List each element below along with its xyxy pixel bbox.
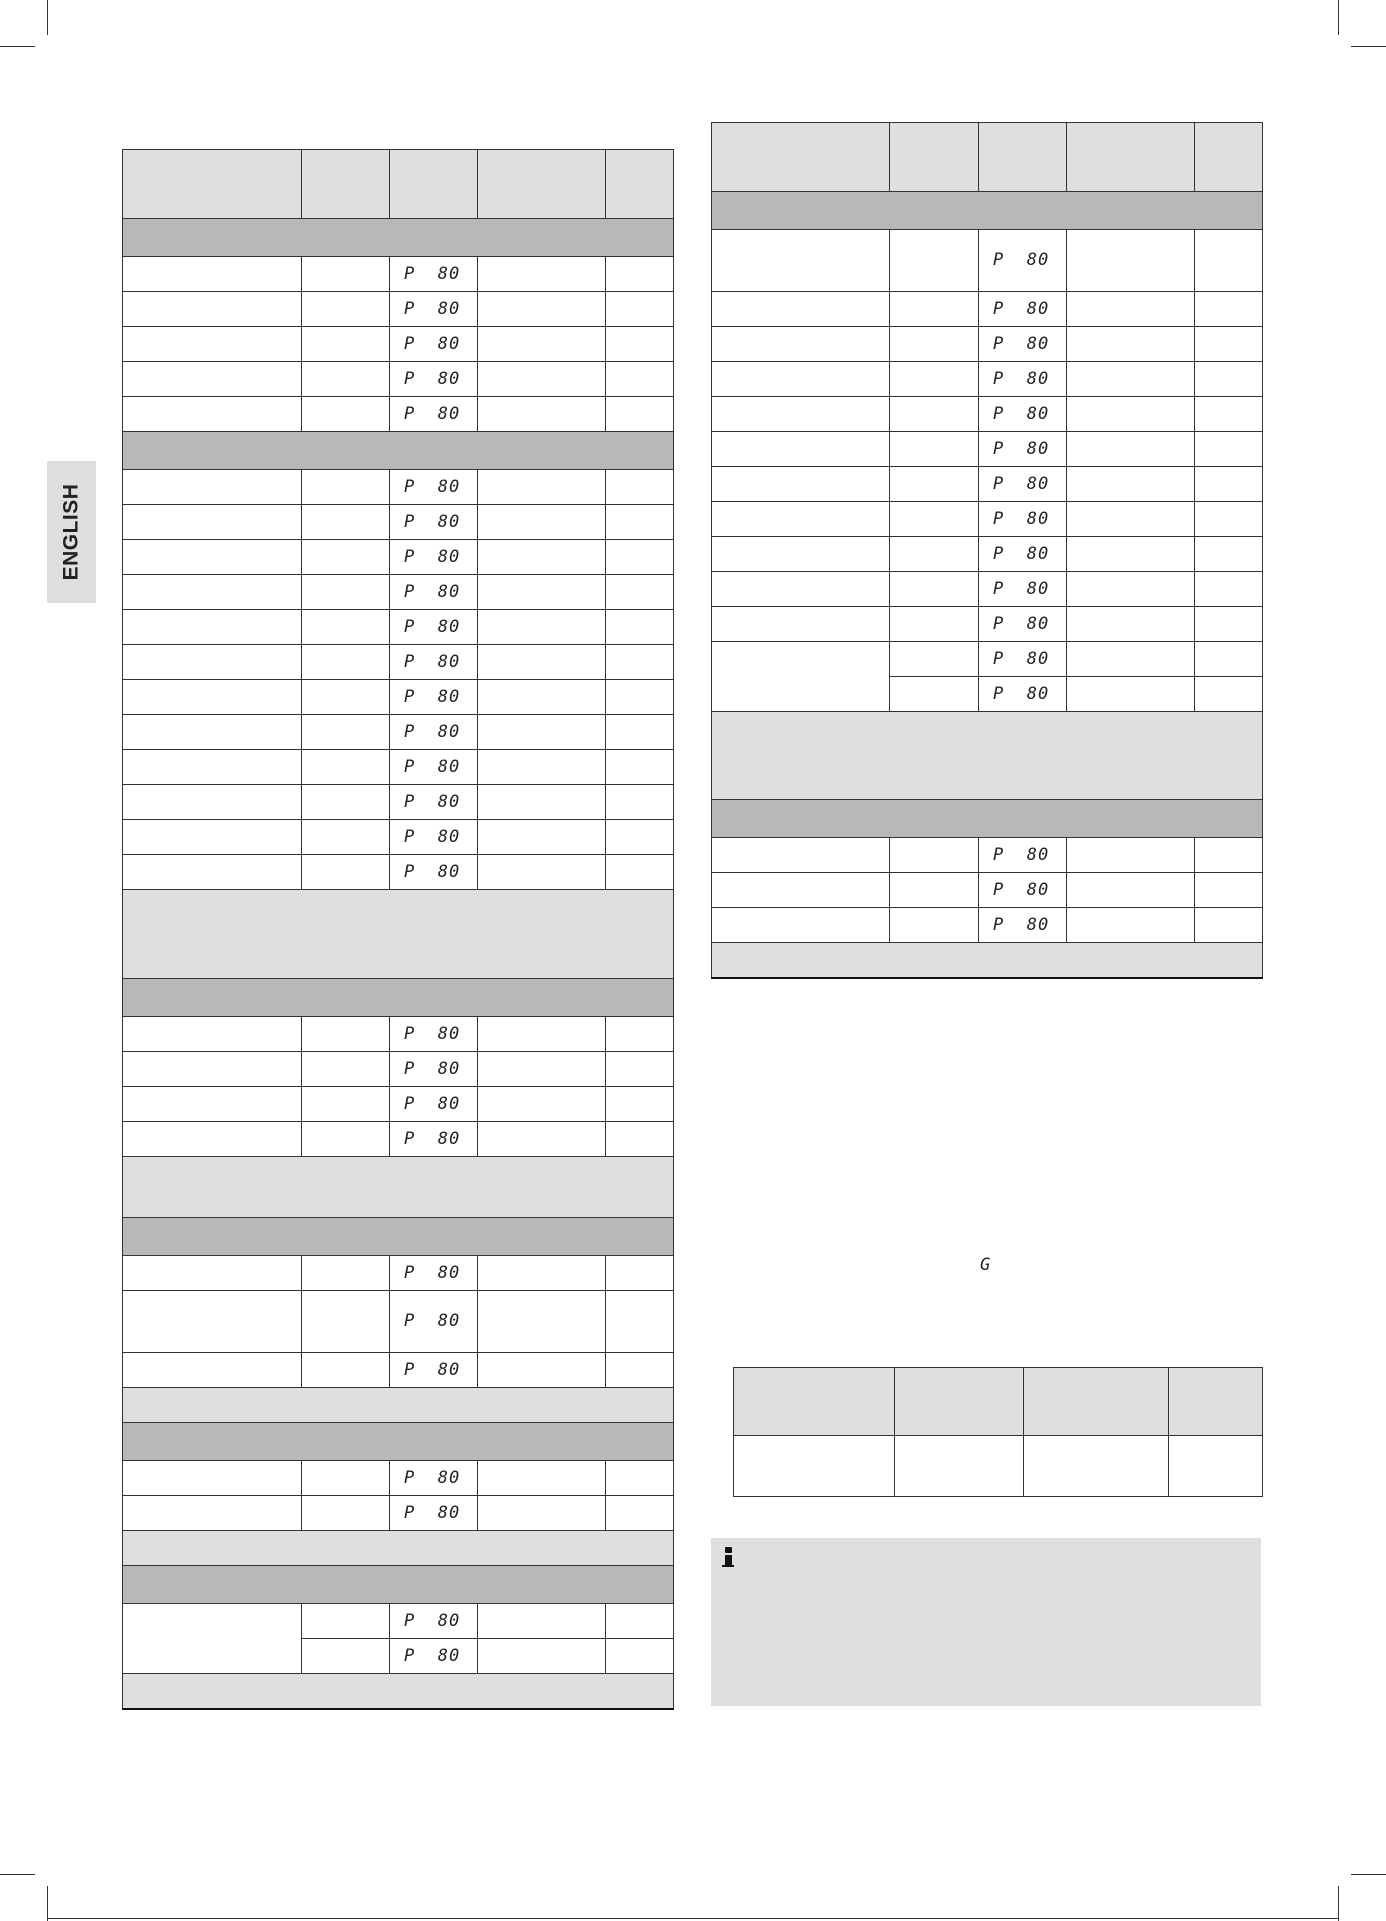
display-readout: P 80 (404, 1311, 461, 1331)
display-readout: P 80 (404, 686, 461, 707)
display-readout: P 80 (993, 403, 1050, 424)
display-readout: P 80 (993, 473, 1050, 494)
display-readout: P 80 (404, 511, 461, 532)
crop-mark (1351, 1874, 1386, 1875)
display-readout: P 80 (404, 333, 461, 354)
display-readout: P 80 (993, 298, 1050, 319)
display-readout: P 80 (993, 543, 1050, 564)
display-readout: P 80 (993, 250, 1050, 270)
crop-mark (47, 0, 48, 35)
display-readout: P 80 (993, 368, 1050, 389)
display-readout: P 80 (404, 1128, 461, 1149)
display-readout: P 80 (993, 844, 1050, 865)
language-tab (47, 461, 96, 603)
info-icon (721, 1547, 735, 1567)
display-readout: P 80 (404, 1467, 461, 1488)
display-readout: P 80 (404, 1262, 461, 1283)
display-readout: P 80 (404, 403, 461, 424)
display-readout: P 80 (993, 648, 1050, 669)
display-readout: P 80 (404, 368, 461, 389)
display-readout: P 80 (993, 333, 1050, 354)
display-readout: P 80 (993, 879, 1050, 900)
program-table-right (711, 122, 1263, 979)
display-glyph: G (980, 1255, 991, 1275)
language-tab-label: ENGLISH (59, 483, 83, 581)
display-readout: P 80 (404, 826, 461, 847)
display-readout: P 80 (404, 263, 461, 284)
display-readout: P 80 (404, 721, 461, 742)
display-readout: P 80 (404, 1610, 461, 1631)
program-table-left (122, 149, 674, 1710)
display-readout: P 80 (993, 683, 1050, 704)
display-readout: P 80 (404, 791, 461, 812)
display-readout: P 80 (404, 756, 461, 777)
crop-mark (0, 46, 35, 47)
crop-mark (1338, 1886, 1339, 1921)
display-readout: P 80 (404, 1058, 461, 1079)
display-readout: P 80 (404, 1359, 461, 1380)
display-readout: P 80 (993, 914, 1050, 935)
display-readout: P 80 (993, 508, 1050, 529)
display-readout: P 80 (993, 613, 1050, 634)
info-note-box (711, 1538, 1261, 1706)
display-readout: P 80 (404, 1093, 461, 1114)
display-readout: P 80 (404, 1502, 461, 1523)
bottom-trim-line (47, 1918, 1339, 1919)
display-readout: P 80 (404, 581, 461, 602)
display-readout: P 80 (993, 578, 1050, 599)
display-readout: P 80 (404, 651, 461, 672)
display-readout: P 80 (404, 861, 461, 882)
display-readout: P 80 (404, 1023, 461, 1044)
display-readout: P 80 (404, 298, 461, 319)
display-readout: P 80 (404, 476, 461, 497)
small-table (733, 1367, 1263, 1497)
display-readout: P 80 (404, 616, 461, 637)
crop-mark (1351, 46, 1386, 47)
crop-mark (47, 1886, 48, 1921)
display-readout: P 80 (993, 438, 1050, 459)
display-readout: P 80 (404, 1645, 461, 1666)
display-readout: P 80 (404, 546, 461, 567)
crop-mark (0, 1874, 35, 1875)
crop-mark (1338, 0, 1339, 35)
